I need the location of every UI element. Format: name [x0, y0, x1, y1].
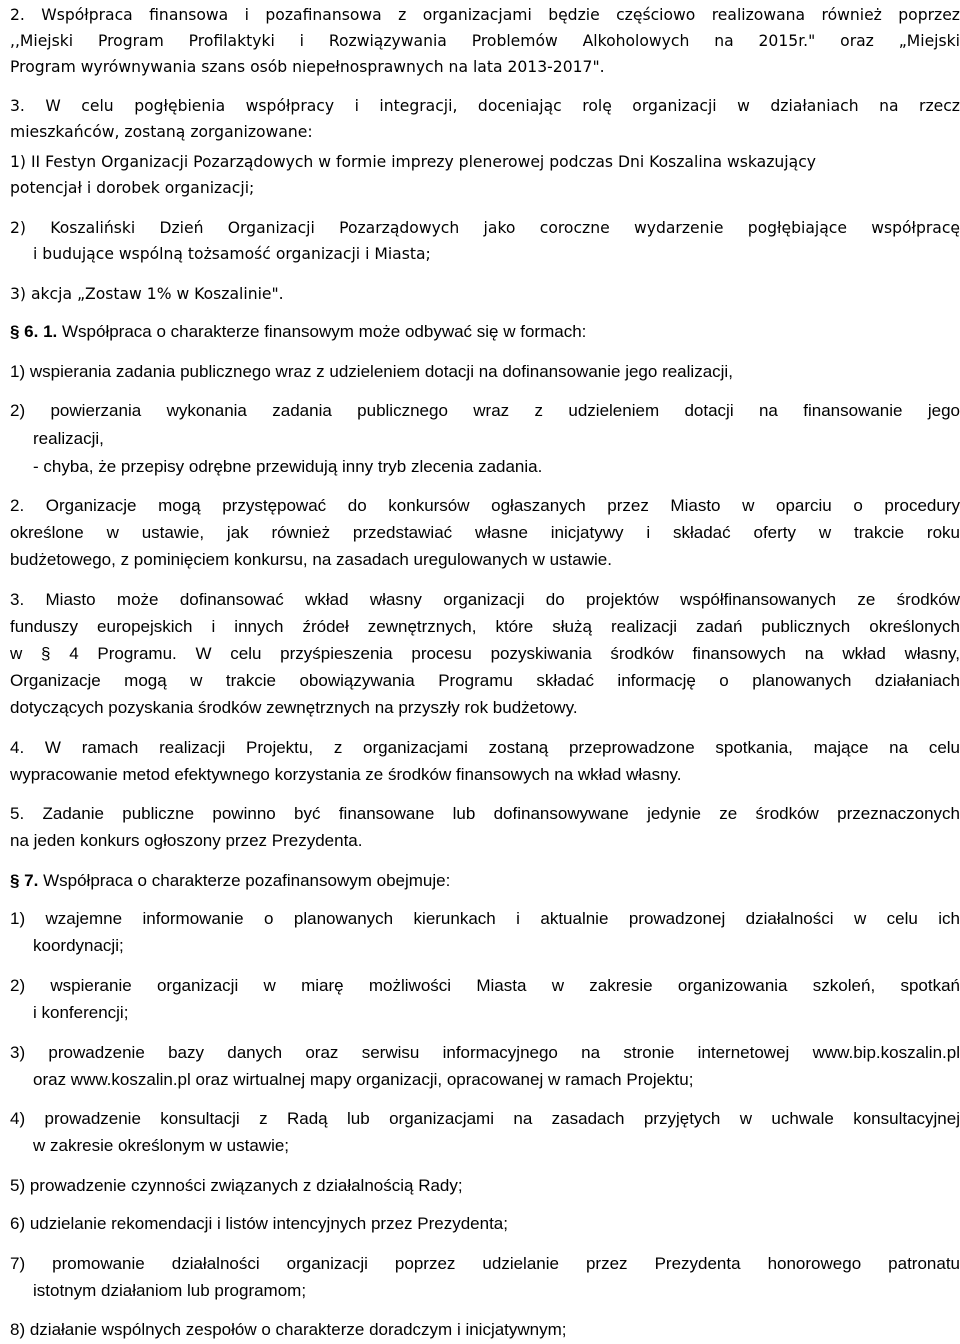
paragraph-3-item-1-line-1: 1) II Festyn Organizacji Pozarządowych w formie imprezy plenerowej podczas Dni Koszalina wskazujący	[10, 153, 816, 171]
section-7-item-1-line-1: 1) wzajemne informowanie o planowanych kierunkach i aktualnie prowadzonej działalności w celu ich	[10, 909, 960, 928]
section-6-p4-line-1: 4. W ramach realizacji Projektu, z organizacjami zostaną przeprowadzone spotkania, mające na celu	[10, 738, 960, 757]
paragraph-2-line-1: 2. Współpraca finansowa i pozafinansowa z organizacjami będzie częściowo realizowana również poprzez	[10, 6, 960, 24]
section-7-intro-text: Współpraca o charakterze pozafinansowym obejmuje:	[38, 871, 451, 890]
section-6-intro-text: Współpraca o charakterze finansowym może odbywać się w formach:	[57, 322, 587, 341]
section-7-item-2-line-1: 2) wspieranie organizacji w miarę możliwości Miasta w zakresie organizowania szkoleń, spotkań	[10, 976, 960, 995]
paragraph-2-line-3: Program wyrównywania szans osób niepełnosprawnych na lata 2013-2017".	[10, 58, 605, 76]
section-6-item-1: 1) wspierania zadania publicznego wraz z udzieleniem dotacji na dofinansowanie jego realizacji,	[10, 362, 733, 381]
section-6-item-2-line-3: - chyba, że przepisy odrębne przewidują inny tryb zlecenia zadania.	[33, 457, 543, 476]
paragraph-3-item-1-line-2: potencjał i dorobek organizacji;	[10, 179, 255, 197]
section-6-p2-line-1: 2. Organizacje mogą przystępować do konkursów ogłaszanych przez Miasto w oparciu o procedury	[10, 496, 960, 515]
section-6-p3-line-2: funduszy europejskich i innych źródeł zewnętrznych, które służą realizacji zadań publicznych określonych	[10, 617, 960, 636]
section-6-p3-line-5: dotyczących pozyskania środków zewnętrznych na przyszły rok budżetowy.	[10, 698, 578, 717]
section-7-item-6: 6) udzielanie rekomendacji i listów intencyjnych przez Prezydenta;	[10, 1214, 508, 1233]
section-6-p5-line-1: 5. Zadanie publiczne powinno być finansowane lub dofinansowywane jedynie ze środków przeznaczonych	[10, 804, 960, 823]
section-6-item-2-line-1: 2) powierzania wykonania zadania publicznego wraz z udzieleniem dotacji na finansowanie jego	[10, 401, 960, 420]
section-7-item-7-line-1: 7) promowanie działalności organizacji poprzez udzielanie przez Prezydenta honorowego patronatu	[10, 1254, 960, 1273]
section-7-intro	[10, 868, 960, 895]
section-6-item-2-line-2: realizacji,	[33, 429, 104, 448]
section-7-item-5: 5) prowadzenie czynności związanych z działalnością Rady;	[10, 1176, 463, 1195]
section-7-item-7-line-2: istotnym działaniom lub programom;	[33, 1281, 307, 1300]
section-7-item-3-line-1: 3) prowadzenie bazy danych oraz serwisu informacyjnego na stronie internetowej www.bip.koszalin.pl	[10, 1043, 960, 1062]
section-6-p2-line-3: budżetowego, z pominięciem konkursu, na zasadach uregulowanych w ustawie.	[10, 550, 612, 569]
section-6-p3-line-1: 3. Miasto może dofinansować wkład własny organizacji do projektów współfinansowanych ze środków	[10, 590, 960, 609]
section-6-p5-line-2: na jeden konkurs ogłoszony przez Prezydenta.	[10, 831, 363, 850]
section-7-item-8: 8) działanie wspólnych zespołów o charakterze doradczym i inicjatywnym;	[10, 1320, 567, 1339]
paragraph-3-line-1: 3. W celu pogłębienia współpracy i integracji, doceniając rolę organizacji w działaniach na rzecz	[10, 97, 960, 115]
paragraph-3-item-2-line-2: i budujące wspólną tożsamość organizacji i Miasta;	[33, 245, 431, 263]
paragraph-3-item-3: 3) akcja „Zostaw 1% w Koszalinie".	[10, 285, 284, 303]
paragraph-2-line-2: ,,Miejski Program Profilaktyki i Rozwiązywania Problemów Alkoholowych na 2015r." oraz „Miejski	[10, 32, 960, 50]
paragraph-3-item-2-line-1: 2) Koszaliński Dzień Organizacji Pozarządowych jako coroczne wydarzenie pogłębiające współpracę	[10, 219, 960, 237]
section-6-intro	[10, 319, 960, 346]
section-7-item-4-line-1: 4) prowadzenie konsultacji z Radą lub organizacjami na zasadach przyjętych w uchwale konsultacyjnej	[10, 1109, 960, 1128]
section-6-mark: § 6. 1.	[10, 322, 58, 341]
paragraph-3-line-2: mieszkańców, zostaną zorganizowane:	[10, 123, 313, 141]
section-6-p3-line-3: w § 4 Programu. W celu przyśpieszenia procesu pozyskiwania środków finansowych na wkład własny,	[10, 644, 960, 663]
section-7-item-3-line-2: oraz www.koszalin.pl oraz wirtualnej mapy organizacji, opracowanej w ramach Projektu;	[33, 1070, 694, 1089]
section-7-item-1-line-2: koordynacji;	[33, 936, 124, 955]
section-7-item-4-line-2: w zakresie określonym w ustawie;	[33, 1136, 290, 1155]
section-7-mark: § 7.	[10, 871, 39, 890]
section-6-p3-line-4: Organizacje mogą w trakcie obowiązywania Programu składać informację o planowanych działaniach	[10, 671, 960, 690]
section-7-item-2-line-2: i konferencji;	[33, 1003, 129, 1022]
section-6-p2-line-2: określone w ustawie, jak również przedstawiać własne inicjatywy i składać oferty w trakcie roku	[10, 523, 960, 542]
section-6-p4-line-2: wypracowanie metod efektywnego korzystania ze środków finansowych na wkład własny.	[10, 765, 682, 784]
